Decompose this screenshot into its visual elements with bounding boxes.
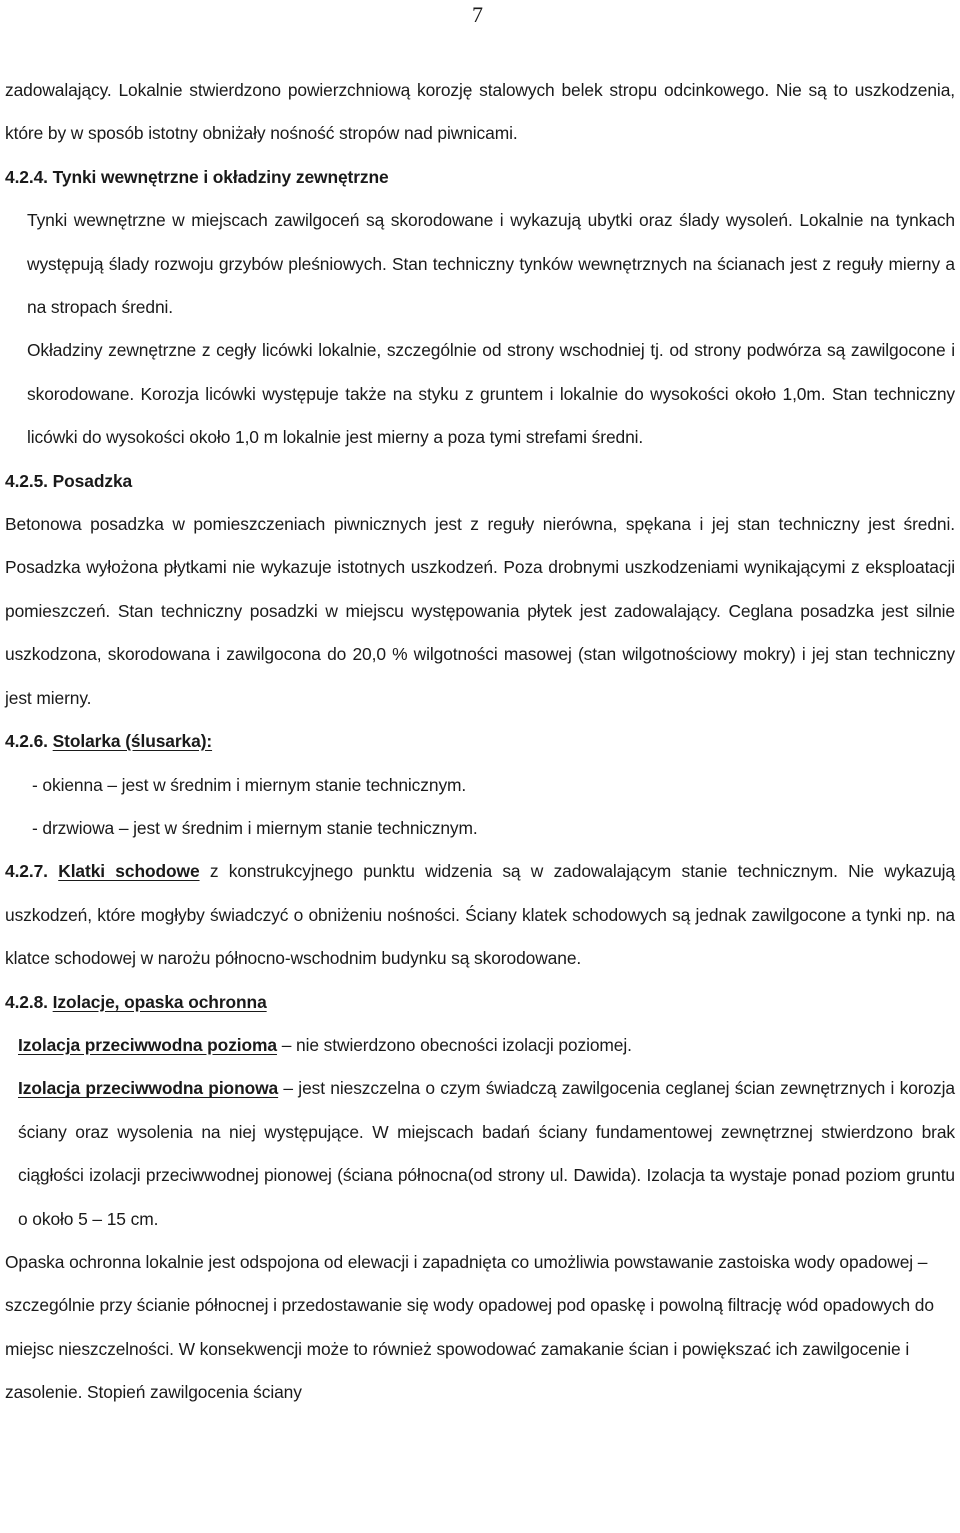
section-title: Stolarka (ślusarka): <box>52 731 213 752</box>
section-heading-4-2-5 <box>5 460 955 503</box>
subheading: Izolacja przeciwwodna pozioma <box>18 1034 277 1055</box>
paragraph-tynki: Tynki wewnętrzne w miejscach zawilgoceń są skorodowane i wykazują ubytki oraz ślady wysoleń. Lokalnie na tynkach występują ślady rozwoju grzybów pleśniowych. Stan techniczny tynków wewnętrznych na ścianach jest z reguły mierny a na stropach średni. <box>27 210 955 318</box>
paragraph-izolacja-pozioma <box>5 1024 955 1067</box>
paragraph-klatki <box>5 850 955 980</box>
section-title: Klatki schodowe <box>58 861 200 882</box>
section-number: 4.2.6. <box>5 731 48 752</box>
section-number: 4.2.7. <box>5 861 48 882</box>
section-heading-4-2-4 <box>5 156 955 199</box>
section-heading-4-2-6 <box>5 720 955 763</box>
paragraph-text: – nie stwierdzono obecności izolacji poziomej. <box>276 1034 632 1055</box>
section-title: Izolacje, opaska ochronna <box>52 991 267 1012</box>
list-item-drzwiowa: - drzwiowa – jest w średnim i miernym stanie technicznym. <box>32 817 478 838</box>
section-number: 4.2.4. <box>5 166 48 187</box>
paragraph-posadzka: Betonowa posadzka w pomieszczeniach piwnicznych jest z reguły nierówna, spękana i jej stan techniczny jest średni. Posadzka wyłożona płytkami nie wykazuje istotnych uszkodzeń. Poza drobnymi uszkodzeniami wynikającymi z eksploatacji pomieszczeń. Stan techniczny posadzki w miejscu występowania płytek jest zadowalający. Ceglana posadzka jest silnie uszkodzona, skorodowana i zawilgocona do 20,0 % wilgotności masowej (stan wilgotnościowy mokry) i jej stan techniczny jest mierny. <box>5 514 955 708</box>
section-heading-4-2-8 <box>5 981 955 1024</box>
section-title: Tynki wewnętrzne i okładziny zewnętrzne <box>52 166 389 187</box>
list-item-okienna: - okienna – jest w średnim i miernym stanie technicznym. <box>32 774 467 795</box>
paragraph-okladziny: Okładziny zewnętrzne z cegły licówki lokalnie, szczególnie od strony wschodniej tj. od strony podwórza są zawilgocone i skorodowane. Korozja licówki występuje także na styku z gruntem i lokalnie do wysokości około 1,0m. Stan techniczny licówki do wysokości około 1,0 m lokalnie jest mierny a poza tymi strefami średni. <box>27 340 955 448</box>
page-number: 7 <box>472 2 483 27</box>
section-number: 4.2.8. <box>5 991 48 1012</box>
paragraph-text: – jest nieszczelna o czym świadczą zawilgocenia ceglanej ścian zewnętrznych i korozja ściany oraz wysolenia na niej występujące. W miejscach badań ściany fundamentowej zewnętrznej stwierdzono brak ciągłości izolacji przeciwwodnej pionowej (ściana północna(od strony ul. Dawida). Izolacja ta wystaje ponad poziom gruntu o około 5 – 15 cm. <box>18 1078 955 1229</box>
section-title: Posadzka <box>52 470 133 491</box>
section-number: 4.2.5. <box>5 470 48 491</box>
paragraph-text: z konstrukcyjnego punktu widzenia są w zadowalającym stanie technicznym. Nie wykazują uszkodzeń, które mogłyby świadczyć o obniżeniu nośności. Ściany klatek schodowych są jednak zawilgocone a tynki np. na klatce schodowej w narożu północno-wschodnim budynku są skorodowane. <box>5 861 956 969</box>
subheading: Izolacja przeciwwodna pionowa <box>18 1078 279 1099</box>
paragraph-izolacja-pionowa <box>5 1067 955 1241</box>
document-body <box>5 69 955 1415</box>
paragraph-stropy: zadowalający. Lokalnie stwierdzono powierzchniową korozję stalowych belek stropu odcinkowego. Nie są to uszkodzenia, które by w sposób istotny obniżały nośność stropów nad piwnicami. <box>5 80 955 144</box>
paragraph-opaska: Opaska ochronna lokalnie jest odspojona od elewacji i zapadnięta co umożliwia powstawanie zastoiska wody opadowej – szczególnie przy ścianie północnej i przedostawanie się wody opadowej pod opaskę i powolną filtrację wód opadowych do miejsc nieszczelności. W konsekwencji może to również spowodować zamakanie ścian i powiększać ich zawilgocenie i zasolenie. Stopień zawilgocenia ściany <box>5 1251 934 1403</box>
